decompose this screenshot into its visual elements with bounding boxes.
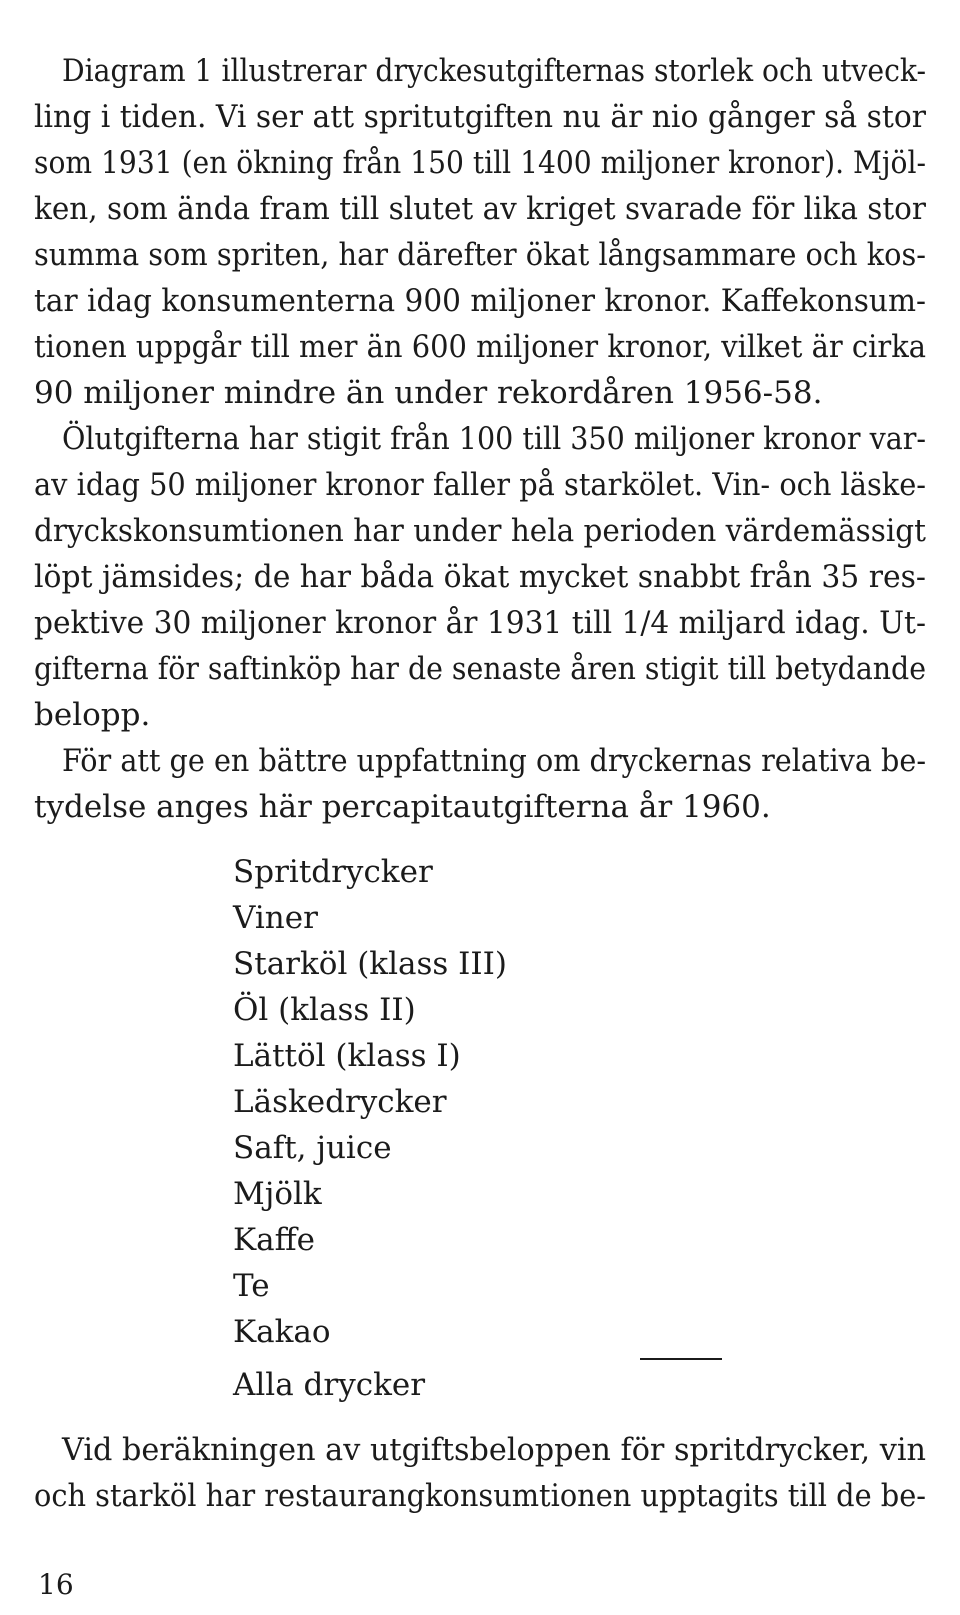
text-line: ling i tiden. Vi ser att spritutgiften nu är nio gånger så stor [34,99,926,135]
text-line: pektive 30 miljoner kronor år 1931 till 1/4 miljard idag. Ut- [34,605,926,641]
text-line: summa som spriten, har därefter ökat långsammare och kos- [34,237,926,273]
text-line: För att ge en bättre uppfattning om dryckernas relativa be- [62,743,926,779]
text-line: tionen uppgår till mer än 600 miljoner kronor, vilket är cirka [34,329,926,365]
table-row-label: Läskedrycker [233,1084,447,1120]
text-line: belopp. [34,697,151,733]
text-line: löpt jämsides; de har båda ökat mycket snabbt från 35 res- [34,559,926,595]
table-row-label: Kaffe [233,1222,316,1258]
table-row-label: Viner [233,900,318,936]
total-divider [640,1358,722,1360]
table-row-label: Starköl (klass III) [233,946,507,982]
text-line: ken, som ända fram till slutet av kriget svarade för lika stor [34,191,926,227]
text-line: Vid beräkningen av utgiftsbeloppen för spritdrycker, vin [62,1432,926,1468]
table-row-label: Saft, juice [233,1130,392,1166]
table-row-label: Te [233,1268,270,1304]
text-line: som 1931 (en ökning från 150 till 1400 miljoner kronor). Mjöl- [34,145,926,181]
text-line: dryckskonsumtionen har under hela perioden värdemässigt [34,513,926,549]
table-row-label: Öl (klass II) [233,992,416,1028]
page-number: 16 [38,1568,74,1601]
text-line: och starköl har restaurangkonsumtionen upptagits till de be- [34,1478,926,1514]
table-total-label: Alla drycker [233,1367,426,1403]
table-row-label: Spritdrycker [233,854,433,890]
table-row-label: Kakao [233,1314,331,1350]
text-line: 90 miljoner mindre än under rekordåren 1956-58. [34,375,823,411]
text-line: Diagram 1 illustrerar dryckesutgifternas storlek och utveck- [62,53,926,89]
text-line: tydelse anges här percapitautgifterna år 1960. [34,789,771,825]
table-row-label: Mjölk [233,1176,322,1212]
table-row-label: Lättöl (klass I) [233,1038,461,1074]
text-line: gifterna för saftinköp har de senaste åren stigit till betydande [34,651,926,687]
text-line: av idag 50 miljoner kronor faller på starkölet. Vin- och läske- [34,467,926,503]
text-line: Ölutgifterna har stigit från 100 till 350 miljoner kronor var- [62,421,926,457]
text-line: tar idag konsumenterna 900 miljoner kronor. Kaffekonsum- [34,283,926,319]
